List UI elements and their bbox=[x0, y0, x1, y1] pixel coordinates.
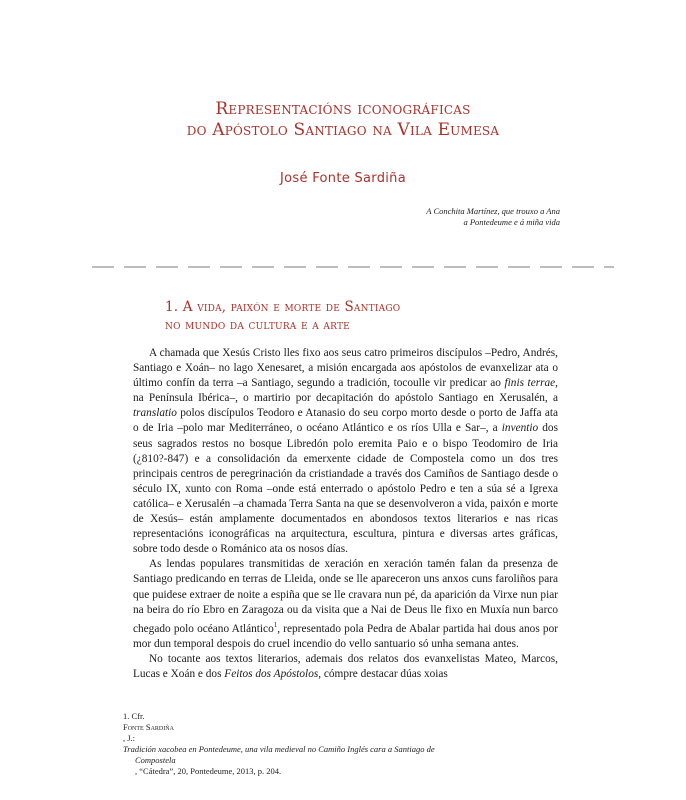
paragraph-3 bbox=[133, 652, 558, 682]
section-heading-line-1: 1. A vida, paixón e morte de Santiago bbox=[165, 299, 401, 315]
dedication-line-2: a Pontedeume e á miña vida bbox=[463, 217, 560, 227]
paragraph-1-text-e: polos discípulos Teodoro e Atanasio do seu corpo morto desde o porto de Jaffa ata o de Iria –polo mar Mediterráneo, o océano Atlántico e os ríos Ulla e Sar–, a bbox=[133, 407, 558, 435]
paragraph-1-text-g: dos seus sagrados restos no bosque Libredón polo eremita Paio e o bispo Teodomiro de Iria (¿810?-847) e a consolidación da emerxente cidade de Compostela como un dos tres principais centros de peregrinación da cristiandade a través dos Camiños de Santiago desde o século IX, xunto con Roma –onde está enterrado o apóstolo Pedro e ten a súa sé a Igrexa católica– e Xerusalén –a chamada Terra Santa na que se desenvolveron a vida, paixón e morte de Xesús– están amplamente documentados en abondosos textos literarios e nas ricas representacións iconográficas na arquitectura, escultura, pintura e diversas artes gráficas, sobre todo desde o Románico ata os nosos días. bbox=[133, 422, 558, 556]
footnote-work-title: Tradición xacobea en Pontedeume, una vila medieval no Camiño Inglés cara a Santiago de bbox=[123, 744, 435, 754]
paragraph-2 bbox=[133, 557, 558, 651]
footnote-line-2 bbox=[123, 755, 558, 777]
paragraph-1-italic-translatio: translatio bbox=[133, 407, 177, 420]
footnote-number: 1. Cfr. bbox=[123, 711, 145, 721]
footnote-line-1 bbox=[123, 711, 558, 755]
footnote-reference-1[interactable]: 1 bbox=[273, 620, 278, 629]
footnote-1 bbox=[123, 711, 558, 777]
paragraph-1-italic-finis-terrae: finis terrae bbox=[504, 377, 556, 390]
paragraph-1-text-c: , na Península Ibérica–, o martirio por decapitación do apóstolo Santiago en Xerusalén, a bbox=[133, 377, 558, 405]
paragraph-2-text-a: As lendas populares transmitidas de xeración en xeración tamén falan da presenza de Santiago predicando en terras de Lleida, onde se lle apareceron uns anxos cuns faroliños para que puidese extraer de noite a espiña que se lle cravara nun pé, da aparición da Virxe nun piar na beira do río Ebro en Zaragoza ou da visita que a Nai de Deus lle fixo en Muxía nun barco chegado polo océano Atlántico bbox=[133, 558, 558, 635]
dedication bbox=[426, 206, 560, 228]
article-title-line-1: Representacións iconográficas bbox=[215, 99, 471, 119]
footnote-author-suffix: , J.: bbox=[123, 733, 136, 743]
paragraph-3-text-c: , cómpre destacar dúas xoias bbox=[318, 667, 448, 680]
section-heading-line-2: no mundo da cultura e a arte bbox=[165, 317, 350, 333]
article-title bbox=[0, 99, 686, 141]
dedication-line-1: A Conchita Martínez, que trouxo a Ana bbox=[426, 206, 560, 216]
article-title-line-2: do Apóstolo Santiago na Vila Eumesa bbox=[186, 120, 500, 140]
footnote-work-title-cont: Compostela bbox=[135, 755, 176, 765]
dashed-divider bbox=[92, 266, 614, 268]
body-text bbox=[133, 346, 558, 682]
footnote-author: Fonte Sardiña bbox=[123, 722, 174, 732]
section-heading bbox=[165, 298, 400, 334]
footnote-details: , “Cátedra”, 20, Pontedeume, 2013, p. 204. bbox=[135, 766, 282, 776]
paragraph-3-italic-feitos: Feitos dos Apóstolos bbox=[224, 667, 319, 680]
paragraph-2-text-b: , representado pola Pedra de Abalar partida hai dous anos por mor dun temporal despois do cruel incendio do vello santuario só unha semana antes. bbox=[133, 622, 558, 650]
paragraph-1 bbox=[133, 346, 558, 557]
paragraph-1-text-a: A chamada que Xesús Cristo lles fixo aos seus catro primeiros discípulos –Pedro, Andrés, Santiago e Xoán– no lago Xenesaret, a misión encargada aos apóstolos de evanxelizar ata o último confín da terra –a Santiago, segundo a tradición, tocoulle vir predicar ao bbox=[133, 347, 558, 390]
paragraph-3-text-a: No tocante aos textos literarios, ademais dos relatos dos evanxelistas Mateo, Marcos, Lucas e Xoán e dos bbox=[133, 652, 558, 680]
paragraph-1-italic-inventio: inventio bbox=[501, 422, 539, 435]
author-name: José Fonte Sardiña bbox=[280, 171, 406, 186]
